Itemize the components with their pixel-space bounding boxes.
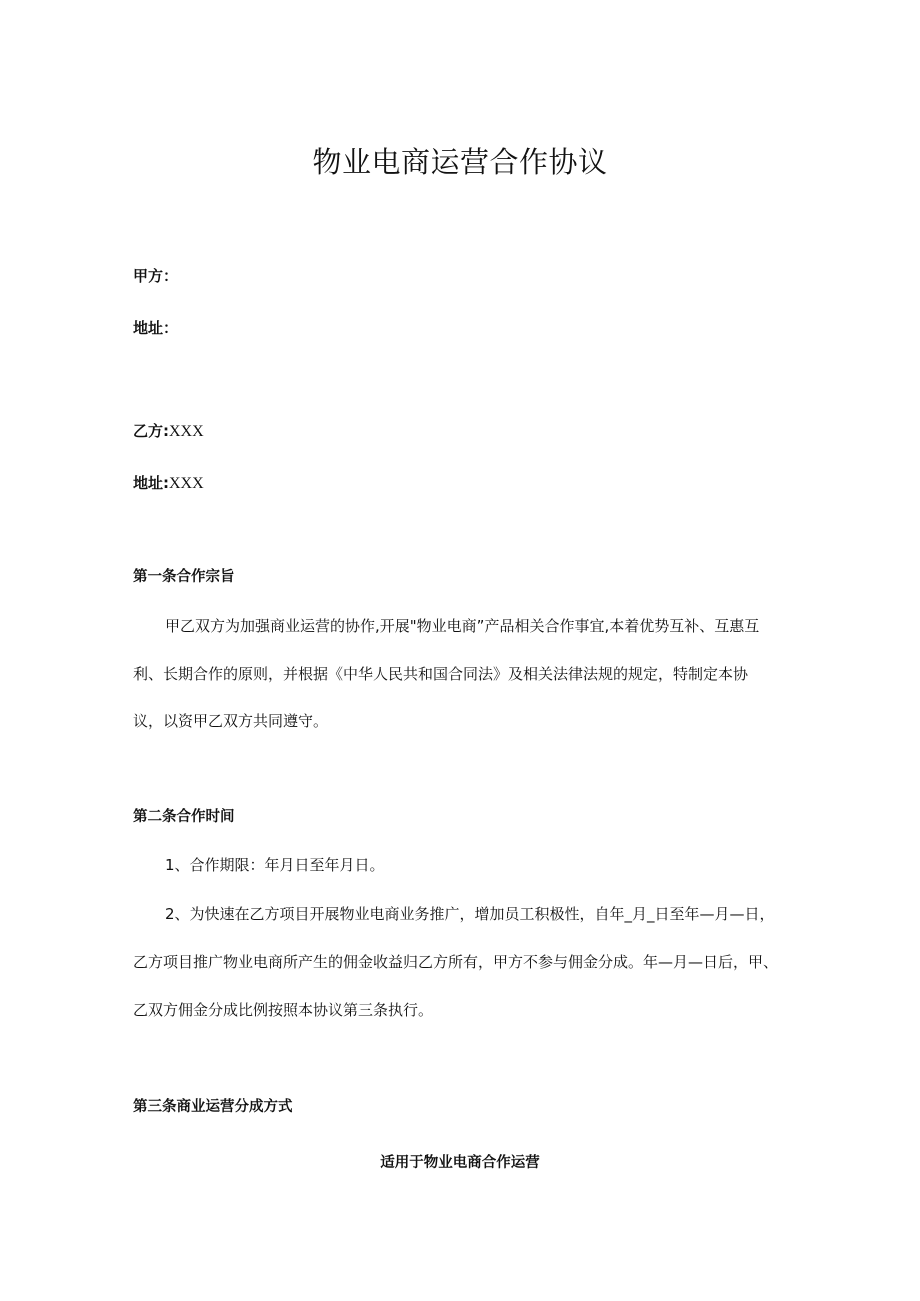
article3-subheading: 适用于物业电商合作运营 bbox=[380, 1155, 540, 1171]
party-b-label: 乙方: bbox=[133, 422, 169, 440]
article1-heading: 第一条合作宗旨 bbox=[133, 569, 235, 585]
article2-item1: 1、合作期限：年月日至年月日。 bbox=[165, 856, 385, 874]
article2-item2-line-2: 乙方项目推广物业电商所产生的佣金收益归乙方所有，甲方不参与佣金分成。年—月—日后，甲、 bbox=[133, 953, 779, 971]
party-a-line bbox=[133, 264, 178, 288]
article1-line-2: 利、长期合作的原则，并根据《中华人民共和国合同法》及相关法律法规的规定，特制定本协 bbox=[133, 665, 749, 683]
article2-item2-line-3: 乙双方佣金分成比例按照本协议第三条执行。 bbox=[133, 1001, 434, 1019]
article1-line-1: 甲乙双方为加强商业运营的协作,开展"物业电商”产品相关合作事宜,本着优势互补、互惠互 bbox=[165, 617, 760, 635]
party-a-label: 甲方： bbox=[133, 267, 179, 285]
party-b-address-value: XXX bbox=[169, 475, 204, 492]
party-a-address-label: 地址： bbox=[133, 319, 179, 337]
party-b-address-label: 地址: bbox=[133, 474, 169, 492]
article2-item2-line-1: 2、为快速在乙方项目开展物业电商业务推广，增加员工积极性，自年_月_日至年—月—日， bbox=[165, 905, 775, 923]
party-a-address-line bbox=[133, 316, 178, 340]
party-b-line bbox=[133, 419, 204, 444]
document-title: 物业电商运营合作协议 bbox=[312, 145, 608, 179]
party-b-value: XXX bbox=[169, 423, 204, 440]
article2-heading: 第二条合作时间 bbox=[133, 809, 235, 825]
article3-heading: 第三条商业运营分成方式 bbox=[133, 1099, 293, 1115]
article1-line-3: 议，以资甲乙双方共同遵守。 bbox=[133, 712, 329, 730]
party-b-address-line bbox=[133, 471, 204, 496]
